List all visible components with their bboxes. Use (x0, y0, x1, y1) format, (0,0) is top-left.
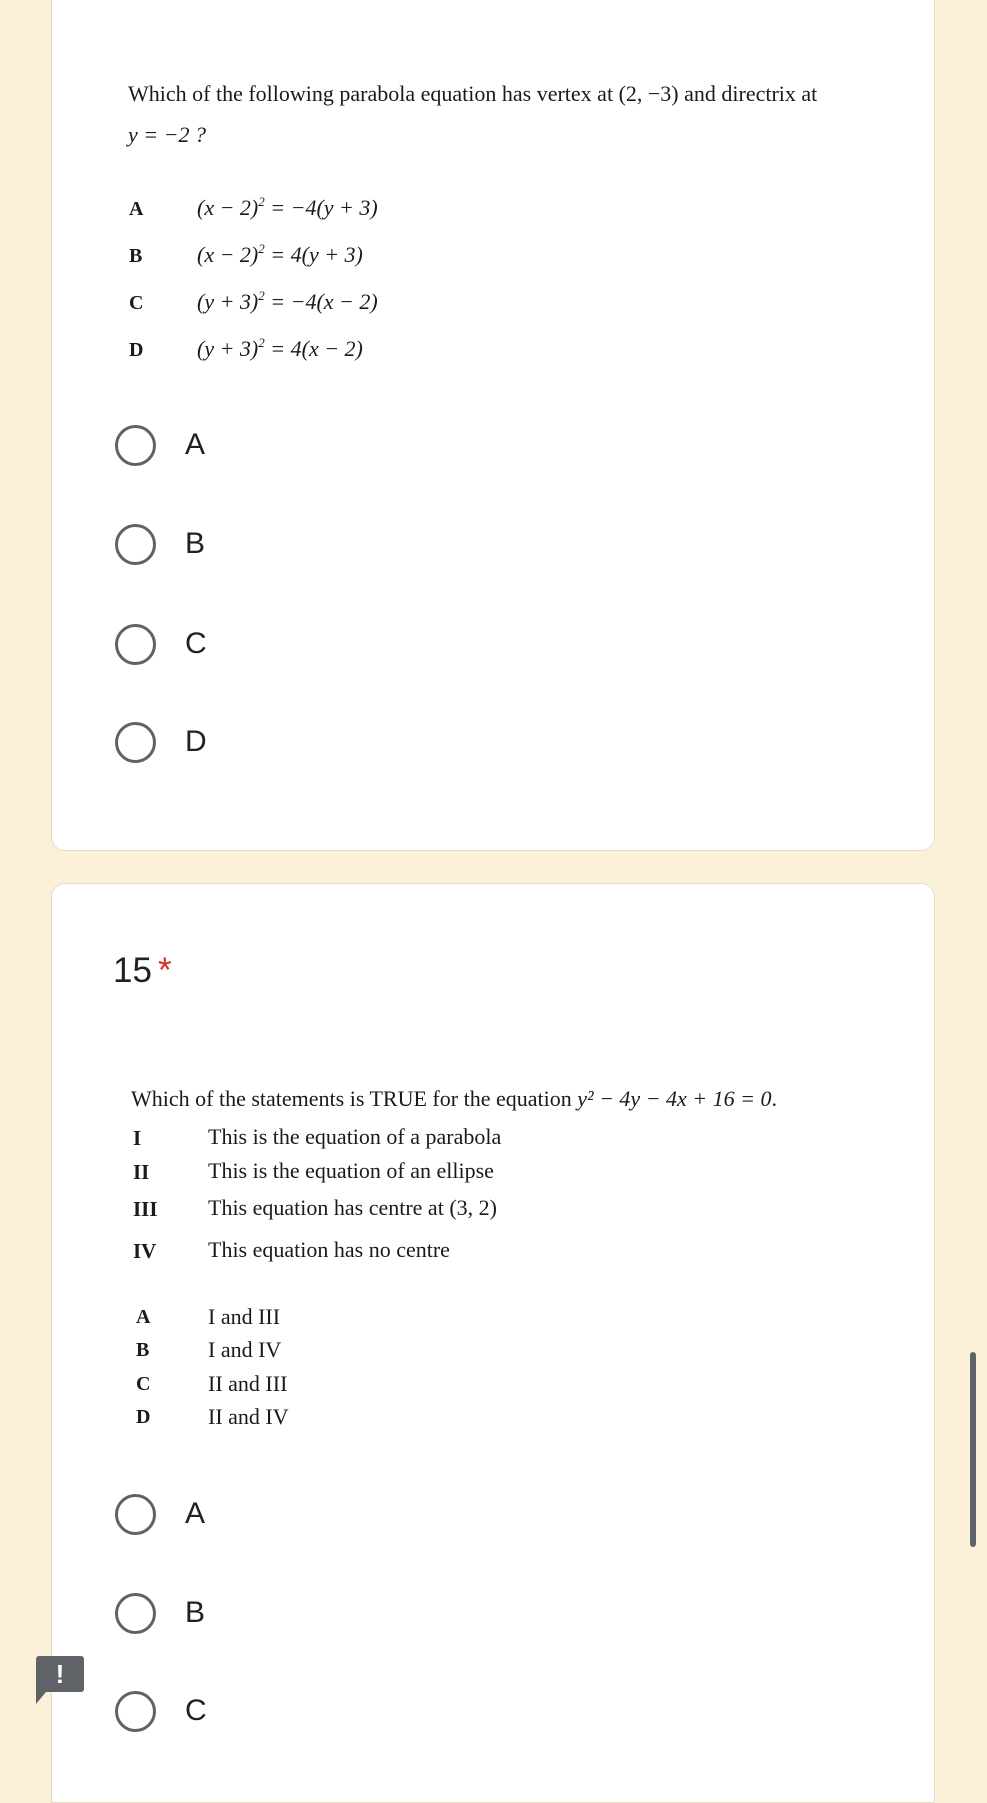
statement-text-3 (208, 1195, 497, 1221)
report-flag-icon[interactable] (36, 1656, 84, 1692)
equation-lhs: (x − 2) (197, 195, 259, 220)
statement-roman-4: IV (133, 1239, 157, 1263)
question-text-pre: Which of the statements is TRUE for the equation (131, 1086, 572, 1111)
equation-lhs: (y + 3) (197, 336, 259, 361)
statement-roman-2: II (133, 1160, 150, 1184)
option-equation-c (197, 289, 378, 315)
radio-label: A (185, 428, 206, 461)
equation-lhs: (x − 2) (197, 242, 259, 267)
radio-label: A (185, 1497, 206, 1530)
radio-label: D (185, 725, 207, 758)
statement-text-2: This is the equation of an ellipse (208, 1158, 494, 1183)
question-text (128, 81, 817, 107)
scrollbar[interactable] (970, 1352, 976, 1547)
equation-rhs: = 4(y + 3) (264, 242, 363, 267)
statement-text-4: This equation has no centre (208, 1237, 450, 1262)
option-equation-a (197, 195, 378, 221)
radio-button[interactable] (115, 1593, 156, 1634)
option-equation-d (197, 336, 363, 362)
radio-button[interactable] (115, 1494, 156, 1535)
radio-button[interactable] (115, 1691, 156, 1732)
radio-button[interactable] (115, 425, 156, 466)
statement-roman-1: I (133, 1126, 142, 1150)
statement-text-1: This is the equation of a parabola (208, 1124, 502, 1149)
exponent: 2 (258, 194, 265, 209)
option-text-b: I and IV (208, 1337, 282, 1362)
option-letter-d: D (136, 1406, 151, 1428)
radio-label: B (185, 1596, 206, 1629)
exponent: 2 (258, 335, 265, 350)
radio-label: C (185, 1694, 207, 1727)
option-letter-c: C (129, 292, 144, 314)
exponent: 2 (258, 241, 265, 256)
question-number (113, 951, 172, 991)
option-letter-d: D (129, 339, 144, 361)
equation-lhs: (y + 3) (197, 289, 259, 314)
radio-label: B (185, 527, 206, 560)
option-text-c: II and III (208, 1371, 288, 1396)
question-text (131, 1086, 777, 1112)
vertex-value: (2, −3) (618, 81, 679, 106)
option-text-a: I and III (208, 1304, 281, 1329)
question-number-value: 15 (113, 951, 152, 990)
question-text-mid: and directrix at (684, 81, 818, 106)
option-equation-b (197, 242, 363, 268)
radio-label: C (185, 627, 207, 660)
exponent: 2 (258, 288, 265, 303)
radio-button[interactable] (115, 722, 156, 763)
option-letter-a: A (129, 198, 144, 220)
question-text-pre: Which of the following parabola equation has vertex at (128, 81, 614, 106)
option-letter-b: B (129, 245, 143, 267)
option-letter-b: B (136, 1339, 150, 1361)
radio-option-b[interactable] (115, 1590, 415, 1636)
question-period: . (771, 1086, 777, 1111)
option-letter-c: C (136, 1373, 151, 1395)
radio-option-c[interactable] (115, 621, 415, 667)
radio-option-a[interactable] (115, 422, 415, 468)
directrix-value: y = −2 ? (128, 122, 206, 147)
radio-option-c[interactable] (115, 1688, 415, 1734)
equation-rhs: = −4(x − 2) (264, 289, 378, 314)
question-card-14 (51, 0, 935, 851)
question-equation: y² − 4y − 4x + 16 = 0 (577, 1086, 772, 1111)
exclamation-icon: ! (55, 1659, 65, 1689)
equation-rhs: = −4(y + 3) (264, 195, 378, 220)
option-letter-a: A (136, 1306, 151, 1328)
option-text-d: II and IV (208, 1404, 289, 1429)
question-card-15 (51, 883, 935, 1803)
statement-roman-3: III (133, 1197, 158, 1221)
statement-text: This equation has centre at (208, 1195, 444, 1220)
centre-value: (3, 2) (449, 1195, 497, 1220)
radio-button[interactable] (115, 524, 156, 565)
radio-button[interactable] (115, 624, 156, 665)
required-asterisk: * (157, 951, 172, 990)
radio-option-d[interactable] (115, 719, 415, 765)
equation-rhs: = 4(x − 2) (264, 336, 363, 361)
radio-option-b[interactable] (115, 521, 415, 567)
radio-option-a[interactable] (115, 1491, 415, 1537)
